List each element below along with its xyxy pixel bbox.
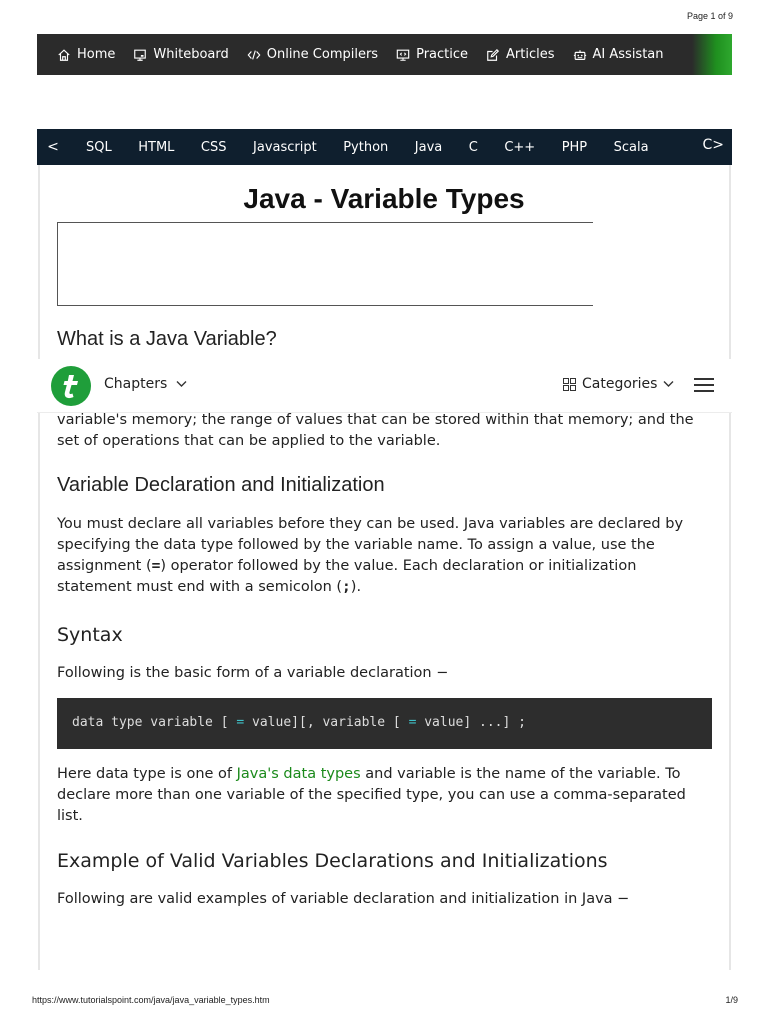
- nav-home[interactable]: [37, 47, 115, 62]
- code-block[interactable]: data type variable [ = value][, variable [ = value] ...] ;: [57, 698, 712, 749]
- top-navigation: [37, 34, 732, 75]
- code-icon: [247, 48, 261, 62]
- ad-placeholder: [57, 222, 593, 306]
- heading-declaration: Variable Declaration and Initialization: [57, 474, 385, 496]
- lang-item-java[interactable]: Java: [414, 139, 443, 155]
- lang-bar-prev-button[interactable]: <: [47, 139, 59, 155]
- nav-ai-assistant[interactable]: [555, 47, 664, 62]
- java-data-types-link[interactable]: Java's data types: [236, 766, 361, 782]
- nav-practice[interactable]: [378, 47, 468, 62]
- tutorialspoint-logo[interactable]: [51, 366, 91, 406]
- lang-item-css[interactable]: CSS: [200, 139, 227, 155]
- nav-whiteboard-label: Whiteboard: [153, 47, 229, 62]
- lang-item-php[interactable]: PHP: [561, 139, 588, 155]
- nav-home-label: Home: [77, 47, 116, 62]
- chapters-label: Chapters: [104, 376, 168, 392]
- content-left-border: [38, 165, 40, 970]
- nav-scroll-fade: [692, 34, 732, 75]
- lang-item-c[interactable]: C: [468, 139, 478, 155]
- assignment-operator: =: [151, 558, 161, 574]
- lang-bar-next-button[interactable]: C>: [702, 137, 724, 153]
- lang-item-sql[interactable]: SQL: [86, 139, 112, 155]
- lang-item-python[interactable]: Python: [343, 139, 389, 155]
- nav-practice-label: Practice: [416, 47, 469, 62]
- chevron-down-icon: [663, 380, 674, 388]
- heading-what-is-variable: What is a Java Variable?: [57, 328, 277, 350]
- grid-icon: [563, 378, 576, 391]
- heading-syntax: Syntax: [57, 624, 123, 646]
- sticky-header: [37, 359, 732, 413]
- paragraph-what-is-variable: variable's memory; the range of values that can be stored within that memory; and the set of operations that can be applied to the variable.: [57, 412, 694, 449]
- print-page-label: Page 1 of 9: [686, 11, 733, 21]
- lang-item-scala[interactable]: Scala: [613, 139, 649, 155]
- heading-examples: Example of Valid Variables Declarations and Initializations: [57, 850, 608, 872]
- nav-online-compilers-label: Online Compilers: [266, 47, 379, 62]
- categories-dropdown[interactable]: [563, 376, 674, 392]
- lang-item-javascript[interactable]: Javascript: [253, 139, 317, 155]
- nav-ai-assistant-label: AI Assistan: [592, 47, 664, 62]
- robot-icon: [573, 48, 587, 62]
- chevron-down-icon: [176, 380, 187, 388]
- paragraph-data-types: Here data type is one of Java's data types and variable is the name of the variable. To declare more than one variable of the specified type, you can use a comma-separated list.: [57, 766, 686, 824]
- paragraph-syntax: Following is the basic form of a variable declaration −: [57, 665, 449, 681]
- nav-articles-label: Articles: [506, 47, 555, 62]
- nav-whiteboard[interactable]: [115, 47, 228, 62]
- content-right-border: [729, 165, 731, 970]
- semicolon: ;: [342, 579, 351, 595]
- whiteboard-icon: [133, 48, 147, 62]
- print-url: https://www.tutorialspoint.com/java/java_variable_types.htm: [32, 995, 270, 1005]
- practice-icon: [396, 48, 410, 62]
- paragraph-examples: Following are valid examples of variable declaration and initialization in Java −: [57, 891, 630, 907]
- categories-label: Categories: [582, 376, 658, 392]
- home-icon: [57, 48, 71, 62]
- lang-item-html[interactable]: HTML: [138, 139, 175, 155]
- page-title: Java - Variable Types: [243, 183, 525, 214]
- nav-articles[interactable]: [468, 47, 554, 62]
- print-page-count: 1/9: [725, 995, 738, 1005]
- paragraph-declaration: You must declare all variables before they can be used. Java variables are declared by specifying the data type followed by the variable name. To assign a value, use the assignment (=) operator followed by the value. Each declaration or initialization statement must end with a semicolon (;).: [57, 516, 684, 595]
- language-bar: [37, 129, 732, 165]
- logo-icon: [56, 371, 86, 401]
- lang-item-cpp[interactable]: C++: [504, 139, 536, 155]
- nav-online-compilers[interactable]: [229, 47, 378, 62]
- menu-icon[interactable]: [694, 378, 714, 392]
- chapters-dropdown[interactable]: [104, 376, 187, 392]
- edit-icon: [486, 48, 500, 62]
